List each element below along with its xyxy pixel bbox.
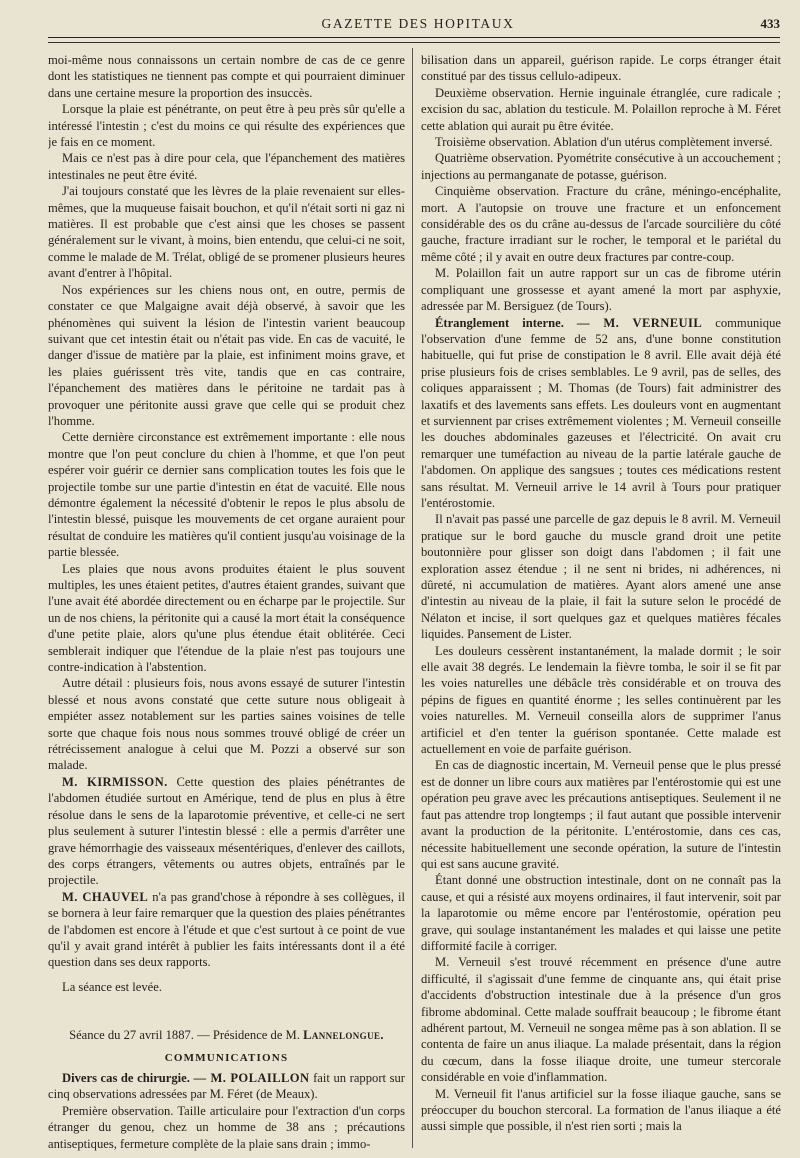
paragraph: Deuxième observation. Hernie inguinale étranglée, cure radicale ; excision du sac, ablation du testicule. M. Polaillon reproche à M. Féret cette ablation qui aurait pu être évitée. (421, 85, 781, 133)
paragraph: Nos expériences sur les chiens nous ont, en outre, permis de constater ce que Malgaigne avait déjà observé, à savoir que les phénomènes qui suivent la lésion de l'intestin varient beaucoup suivant que cet intestin était ou n'était pas vide. En cas de vacuité, le danger d'issue de matière par la plaie, est infiniment moins grave, et les plaies guérissent très vite, tandis que en cas contraire, l'épanchement des matières dans le péritoine ne tardait pas à provoquer une péritonite aussi grave que celle qui se produit chez l'homme. (48, 282, 405, 428)
paragraph: Première observation. Taille articulaire pour l'extraction d'un corps étranger du genou, chez un homme de 38 ans ; précautions antiseptiques, fermeture complète de la plaie sans drain ; immo- (48, 1103, 405, 1151)
article-title: Divers cas de chirurgie. (62, 1070, 190, 1085)
speaker-name: M. CHAUVEL (62, 889, 149, 904)
paragraph: Cinquième observation. Fracture du crâne, méningo-encéphalite, mort. A l'autopsie on trouve une fracture et un enfoncement considérable des os du crâne au-dessus de l'arcade sourcilière du côté gauche, fracture irradiant sur le rocher, le temporal et le pariétal du même côté ; il y avait en outre deux fractures par contre-coup. (421, 184, 781, 264)
paragraph: M. Polaillon fait un autre rapport sur un cas de fibrome utérin compliquant une grossesse et ayant amené la mort par asphyxie, adressée par M. Bersiguez (de Tours). (421, 266, 781, 314)
paragraph: Il n'avait pas passé une parcelle de gaz depuis le 8 avril. M. Verneuil pratique sur le bord gauche du muscle grand droit une petite boutonnière pour glisser son doigt dans l'abdomen ; il fait une exploration assez étendue ; il ne sent ni brides, ni adhérences, ni dûreté, ni accumulation de matières. Ayant alors amené une anse d'intestin au niveau de la plaie, il fait la suture selon le procédé de Nélaton et incise, il sort quelques gaz et quelques matières fécales liquides. Pansement de Lister. (421, 512, 781, 642)
paragraph: bilisation dans un appareil, guérison rapide. Le corps étranger était constitué par des tissus cellulo-adipeux. (421, 53, 781, 84)
paragraph: Les douleurs cessèrent instantanément, la malade dormit ; le soir elle avait 38 degrés. Le lendemain la fièvre tomba, le soir il se fit par les voies naturelles une débâcle très considérable et on trouva des pépins de figues en quantité énorme ; les selles continuèrent par les voies naturelles. M. Verneuil conseilla alors de supprimer l'anus artificiel et d'en tenter la guérison spontanée. Cette malade est actuellement en voie de parfaite guérison. (421, 643, 781, 757)
paragraph: Autre détail : plusieurs fois, nous avons essayé de suturer l'intestin blessé et nous avons constaté que cette suture nous obligeait à empiéter assez notablement sur les parties saines voisines de telle sorte que chaque fois nous nous sommes trouvé obligé de créer un rétrécissement analogue à celui que M. Pozzi a observé sur son malade. (48, 676, 405, 773)
article-title: Étranglement interne. (435, 315, 564, 330)
header-rule-thin (48, 42, 780, 43)
header-rule-thick (48, 37, 780, 38)
column-divider (412, 48, 413, 1148)
page-number: 433 (760, 16, 780, 31)
seance-line (48, 1027, 405, 1043)
seance-president: Lannelongue. (303, 1028, 384, 1043)
closing-line: La séance est levée. (62, 979, 162, 994)
journal-title: GAZETTE DES HOPITAUX (321, 16, 515, 31)
paragraph: Quatrième observation. Pyométrite consécutive à un accouchement ; injections au permanganate de potasse, guérison. (421, 151, 781, 182)
paragraph-polaillon (48, 1070, 405, 1103)
speaker-name: M. KIRMISSON. (62, 774, 168, 789)
paragraph: J'ai toujours constaté que les lèvres de la plaie revenaient sur elles-mêmes, que la muqueuse faisait bouchon, et qu'il n'était sorti ni gaz ni matières. Il est probable que c'est ainsi que les choses se passent généralement sur le vivant, à moins, bien entendu, que celui-ci ne soit, comme le malade de M. Trélat, obligé de se promener plusieurs heures avant d'entrer à l'hôpital. (48, 184, 405, 281)
paragraph: Troisième observation. Ablation d'un utérus complètement inversé. (435, 135, 773, 150)
paragraph-text: fait un rapport sur cinq observations adressées par M. Féret (de Meaux). (48, 1070, 405, 1102)
paragraph: Les plaies que nous avons produites étaient le plus souvent multiples, les unes étaient petites, d'autres étaient grandes, suivant que l'une avait été abordée directement ou en écharpe par le projectile. Sur un de nos chiens, la péritonite qui a causé la mort était la conséquence d'une petite plaie, alors qu'une plus étendue était oblitérée. Ceci semblerait indiquer que l'étendue de la plaie n'est pas toujours une contre-indication à l'abstention. (48, 561, 405, 675)
paragraph-verneuil (421, 315, 781, 512)
paragraph: Lorsque la plaie est pénétrante, on peut être à peu près sûr qu'elle a intéressé l'intestin ; c'est du moins ce qui résulte des expériences que je fais en ce moment. (48, 102, 405, 150)
paragraph: Cette dernière circonstance est extrêmement importante : elle nous montre que l'on peut conclure du chien à l'homme, et que l'on peut espérer voir guérir ce dernier sans complication toutes les fois que le projectile tombe sur une partie d'intestin en état de vacuité. Elle nous démontre également la nécessité d'obtenir le repos le plus absolu de l'intestin blessé, puisque les mouvements de cet organe auraient pour résultat de conduire les matières qu'il contient jusqu'au voisinage de la partie blessée. (48, 430, 405, 560)
paragraph: En cas de diagnostic incertain, M. Verneuil pense que le plus pressé est de donner un libre cours aux matières par l'entérostomie qui est une opération peu grave avec les précautions antiseptiques. Seulement il ne faut pas attendre trop longtemps ; il faut autant que possible intervenir avant la production de la péritonite. L'entérostomie, dans ces cas, nécessite habituellement une seconde opération, la suture de l'intestin qui est sans aucune gravité. (421, 758, 781, 871)
paragraph-text: Cette question des plaies pénétrantes de l'abdomen étudiée surtout en Amérique, tend de plus en plus à être résolue dans le sens de la laparotomie préventive, et celle-ci ne sert plus seulement à suturer l'intestin blessé : elle a permis d'arrêter une grave hémorrhagie des vaisseaux mésentériques, d'enlever des caillots, des corps étrangers, vêtements ou autres objets, entraînés par le projectile. (48, 774, 405, 888)
paragraph: Mais ce n'est pas à dire pour cela, que l'épanchement des matières intestinales ne peut être évité. (48, 151, 405, 182)
paragraph-text: n'a pas grand'chose à répondre à ses collègues, il se bornera à leur faire remarquer que la question des plaies pénétrantes de l'abdomen est encore à l'étude et que c'est surtout à ce point de vue qu'il y avait grand intérêt à publier les faits intéressants dont il a été question dans ses deux rapports. (48, 889, 405, 970)
paragraph-kirmisson (48, 774, 405, 889)
paragraph: moi-même nous connaissons un certain nombre de cas de ce genre dont les statistiques ne tiennent pas compte et qui pourraient diminuer dans une certaine mesure la proportion des insuccès. (48, 53, 405, 100)
paragraph-chauvel (48, 889, 405, 971)
speaker-name: — M. VERNEUIL (576, 315, 703, 330)
paragraph-text: communique l'observation d'une femme de 52 ans, d'une bonne constitution habituelle, qui fut prise de constipation le 8 avril. Elle avait déjà été prise plusieurs fois de crises semblables. Le 9 avril, pas de selles, des coliques apparaissent ; M. Thomas (de Tours) fait administrer des laxatifs et des lavements sans effets. Les douleurs vont en augmentant et surviennent par crises extrêmement violentes ; M. Verneuil conseille les douches abdominales gazeuses et l'électricité. On avait cru remarquer une tuméfaction au niveau de la partie latérale gauche de l'abdomen. On applique des sangsues ; toutes ces médications restent sans résultat. M. Verneuil arrive le 14 avril à Tours pour pratiquer l'entérostomie. (421, 315, 781, 510)
left-column (48, 52, 405, 1152)
paragraph: M. Verneuil s'est trouvé récemment en présence d'une autre difficulté, il s'agissait d'une femme de cinquante ans, qui était prise d'accidents d'obstruction intestinale due à la présence d'un gros fibrome abdominal. Cette malade souffrait beaucoup ; le fibrome étant adhérent partout, M. Verneuil ne songea même pas à son ablation. Il se contenta de faire un anus iliaque. La malade présentait, dans la région du cœcum, dans la fosse iliaque droite, une tumeur stercorale considérable en voie d'inflammation. (421, 955, 781, 1085)
section-heading: COMMUNICATIONS (164, 1051, 289, 1064)
paragraph: Étant donné une obstruction intestinale, dont on ne connaît pas la cause, et qui a résisté aux moyens ordinaires, il faut intervenir, soit par la laparotomie ou même encore par l'entérostomie, opération peu grave, qui soulage instantanément les malades et qui laisse une petite difformité facile à corriger. (421, 873, 781, 953)
seance-date: Séance du 27 avril 1887. — Présidence de M. (69, 1028, 300, 1043)
right-column (421, 52, 781, 1152)
page-header (48, 12, 788, 34)
paragraph: M. Verneuil fit l'anus artificiel sur la fosse iliaque gauche, sans se préoccuper du bouchon stercoral. La formation de l'anus iliaque a été aussi simple que possible, il n'est rien sorti ; mais la (421, 1086, 781, 1134)
speaker-name: — M. POLAILLON (193, 1070, 310, 1085)
